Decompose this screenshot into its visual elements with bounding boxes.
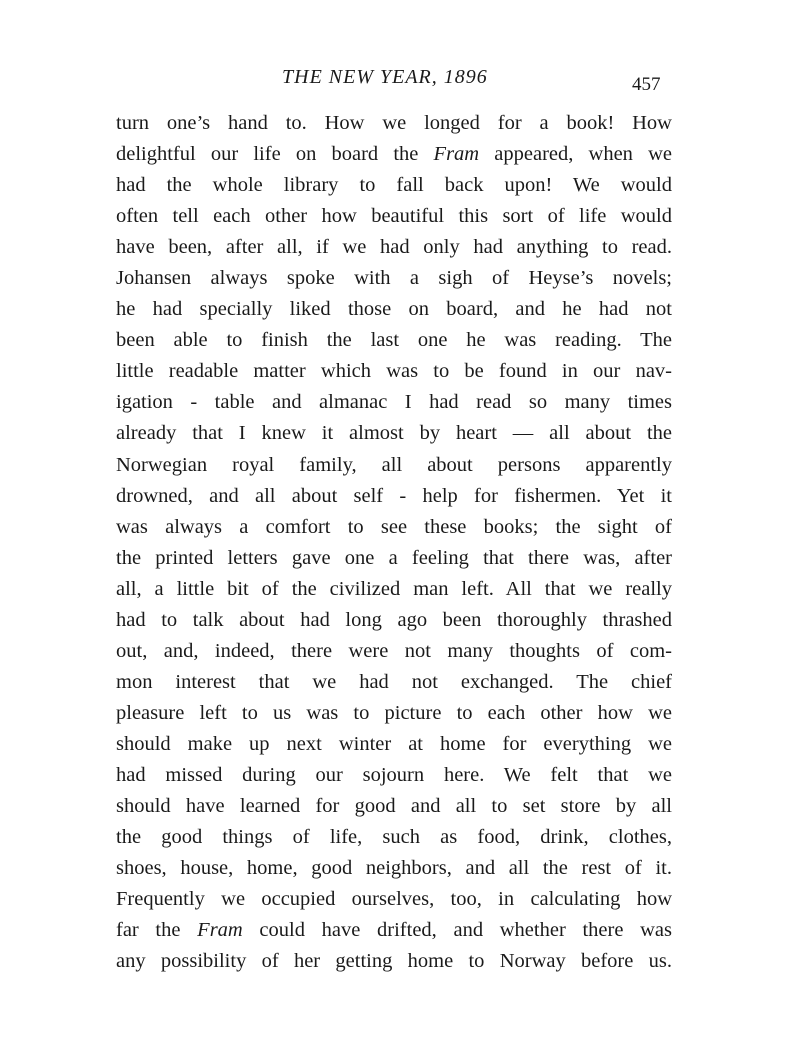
running-head xyxy=(0,66,800,96)
text-line: out, and, indeed, there were not many thoughts of com- xyxy=(116,639,672,662)
page-number: 457 xyxy=(632,74,661,95)
text-line: have been, after all, if we had only had anything to read. xyxy=(116,236,672,259)
text-line: pleasure left to us was to picture to each other how we xyxy=(116,701,672,724)
text-line: Frequently we occupied ourselves, too, in calculating how xyxy=(116,888,672,911)
text-line: should have learned for good and all to set store by all xyxy=(116,795,672,818)
text-line: had to talk about had long ago been thoroughly thrashed xyxy=(116,608,672,631)
text-line: had the whole library to fall back upon! We would xyxy=(116,174,672,197)
text-line: had missed during our sojourn here. We felt that we xyxy=(116,763,672,786)
text-line: igation - table and almanac I had read so many times xyxy=(116,391,672,414)
text-line: the good things of life, such as food, drink, clothes, xyxy=(116,826,672,849)
text-line: was always a comfort to see these books; the sight of xyxy=(116,515,672,538)
text-line: all, a little bit of the civilized man left. All that we really xyxy=(116,577,672,600)
text-line: he had specially liked those on board, and he had not xyxy=(116,298,672,321)
text-line: delightful our life on board the Fram appeared, when we xyxy=(116,143,672,166)
body-text xyxy=(116,108,672,977)
text-line: shoes, house, home, good neighbors, and all the rest of it. xyxy=(116,857,672,880)
text-line: Johansen always spoke with a sigh of Heyse’s novels; xyxy=(116,267,672,290)
text-line: any possibility of her getting home to Norway before us. xyxy=(116,950,672,973)
text-line: turn one’s hand to. How we longed for a book! How xyxy=(116,112,672,134)
text-line: mon interest that we had not exchanged. The chief xyxy=(116,670,672,693)
running-head-title: THE NEW YEAR, 1896 xyxy=(282,66,488,88)
text-line: Norwegian royal family, all about persons apparently xyxy=(116,453,672,476)
ship-name-italic: Fram xyxy=(197,919,243,942)
text-line: drowned, and all about self - help for fishermen. Yet it xyxy=(116,484,672,507)
text-line: should make up next winter at home for everything we xyxy=(116,732,672,755)
text-line: little readable matter which was to be found in our nav- xyxy=(116,360,672,383)
ship-name-italic: Fram xyxy=(433,143,480,166)
text-line: the printed letters gave one a feeling that there was, after xyxy=(116,546,672,569)
text-line: been able to finish the last one he was reading. The xyxy=(116,329,672,352)
text-line: often tell each other how beautiful this sort of life would xyxy=(116,205,672,228)
text-line: far the Fram could have drifted, and whether there was xyxy=(116,919,672,942)
text-line: already that I knew it almost by heart — all about the xyxy=(116,422,672,445)
